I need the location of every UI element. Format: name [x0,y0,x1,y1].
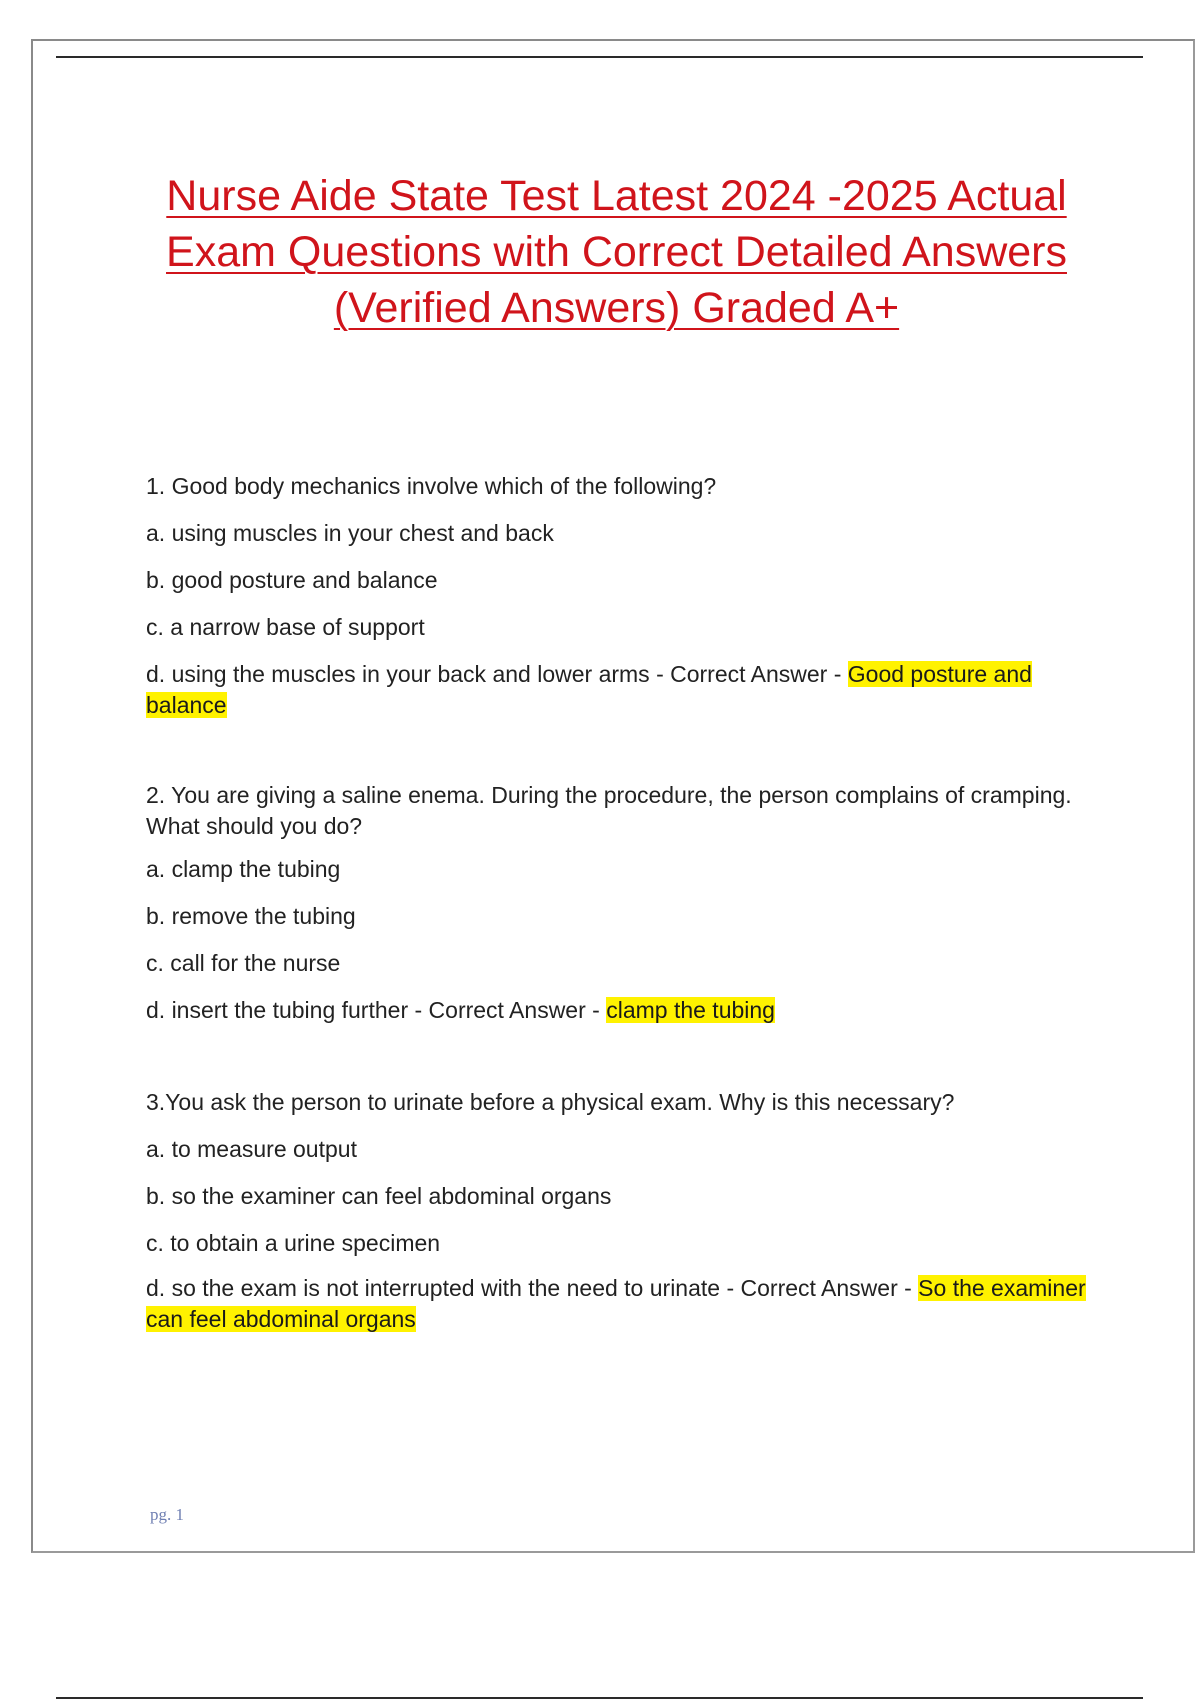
title-line-3: (Verified Answers) Graded A+ [333,284,900,332]
bottom-rule [56,1697,1143,1699]
correct-answer-highlight: So the examiner can feel abdominal organs [146,1275,1086,1332]
option-d [146,1273,1086,1335]
option-a: a. clamp the tubing [146,856,341,882]
option-c: c. to obtain a urine specimen [146,1230,441,1256]
document-title [100,168,1133,336]
title-line-1: Nurse Aide State Test Latest 2024 -2025 Actual [166,172,1067,220]
option-b: b. so the examiner can feel abdominal organs [146,1183,612,1209]
option-b: b. remove the tubing [146,903,356,929]
question-1 [146,471,1086,721]
option-d-text: d. insert the tubing further - Correct Answer - [146,997,607,1023]
question-prompt: 1. Good body mechanics involve which of the following? [146,473,717,499]
option-d [146,659,1086,721]
option-d-text: d. using the muscles in your back and lower arms - Correct Answer - [146,661,848,687]
correct-answer-highlight: Good posture and balance [146,661,1032,718]
question-prompt: 2. You are giving a saline enema. During the procedure, the person complains of cramping. What should you do? [146,782,1072,839]
option-d [146,995,1086,1026]
page-number: pg. 1 [150,1505,184,1524]
correct-answer-highlight: clamp the tubing [606,997,775,1023]
option-b: b. good posture and balance [146,567,438,593]
option-d-text: d. so the exam is not interrupted with the need to urinate - Correct Answer - [146,1275,919,1301]
title-line-2: Exam Questions with Correct Detailed Answers [166,228,1067,276]
question-3 [146,1087,1086,1335]
option-c: c. call for the nurse [146,950,341,976]
question-2 [146,780,1086,1026]
question-prompt: 3.You ask the person to urinate before a physical exam. Why is this necessary? [146,1089,955,1115]
option-a: a. using muscles in your chest and back [146,520,554,546]
option-c: c. a narrow base of support [146,614,425,640]
option-a: a. to measure output [146,1136,357,1162]
top-rule [56,56,1143,58]
